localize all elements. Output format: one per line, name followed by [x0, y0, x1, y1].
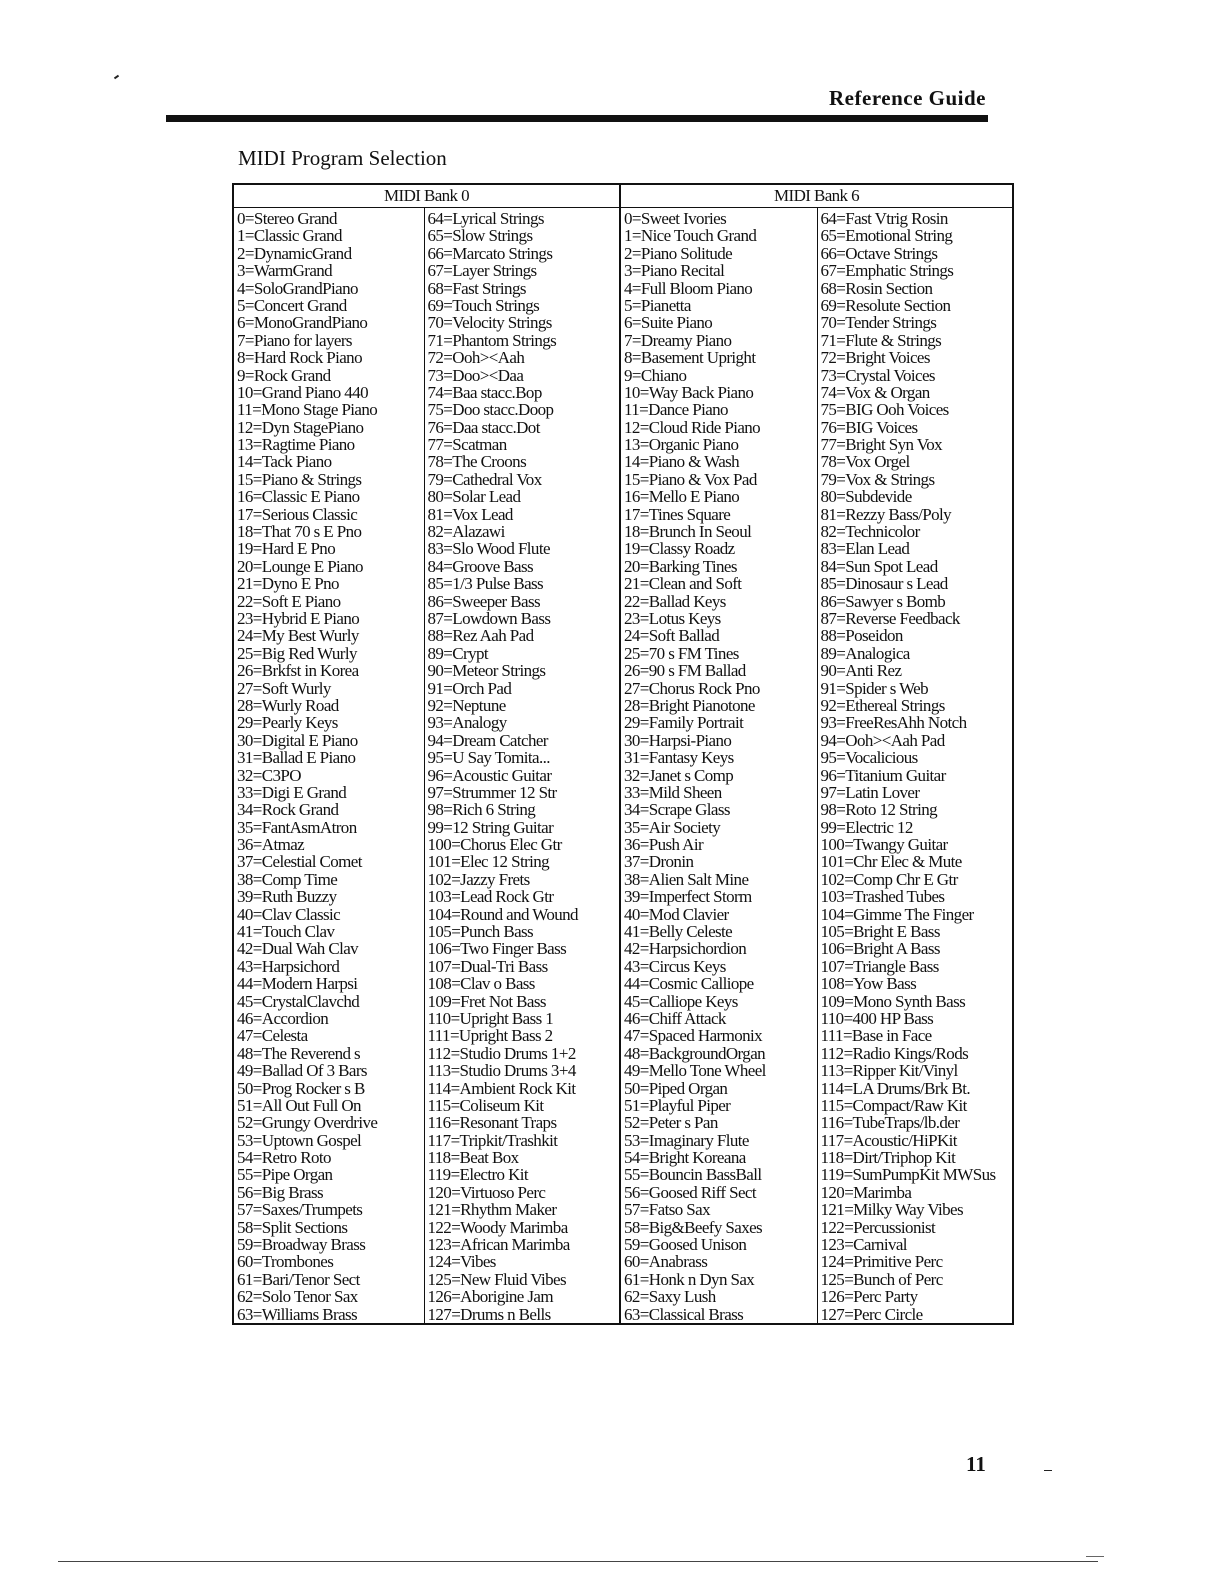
program-entry: 60=Anabrass [624, 1252, 708, 1272]
program-entry: 73=Doo><Daa [427, 365, 524, 385]
program-entry: 102=Comp Chr E Gtr [820, 869, 958, 889]
program-entry: 75=Doo stacc.Doop [427, 400, 554, 420]
program-entry: 40=Mod Clavier [624, 904, 729, 924]
program-entry: 84=Groove Bass [427, 556, 534, 576]
program-entry: 80=Subdevide [820, 487, 912, 507]
program-entry: 72=Bright Voices [820, 348, 930, 368]
program-entry: 76=BIG Voices [820, 417, 918, 437]
program-entry: 62=Saxy Lush [624, 1287, 716, 1307]
program-entry: 114=Ambient Rock Kit [427, 1078, 576, 1098]
program-entry: 53=Uptown Gospel [237, 1130, 362, 1150]
program-entry: 10=Grand Piano 440 [237, 382, 368, 402]
program-entry: 22=Ballad Keys [624, 591, 726, 611]
program-entry: 123=Carnival [820, 1235, 907, 1255]
program-entry: 67=Emphatic Strings [820, 261, 954, 281]
program-entry: 86=Sweeper Bass [427, 591, 540, 611]
program-entry: 85=1/3 Pulse Bass [427, 574, 544, 594]
program-entry: 16=Mello E Piano [624, 487, 740, 507]
bank0-col1 [233, 208, 424, 1325]
program-entry: 70=Velocity Strings [427, 313, 552, 333]
program-entry: 71=Phantom Strings [427, 330, 557, 350]
program-entry: 82=Alazawi [427, 522, 505, 542]
program-entry: 99=12 String Guitar [427, 817, 554, 837]
program-entry: 36=Push Air [624, 835, 704, 855]
program-entry: 16=Classic E Piano [237, 487, 360, 507]
scan-speck [1086, 1556, 1104, 1557]
program-entry: 81=Rezzy Bass/Poly [820, 504, 952, 524]
program-entry: 5=Pianetta [624, 295, 691, 315]
program-entry: 15=Piano & Vox Pad [624, 469, 757, 489]
program-entry: 89=Crypt [427, 643, 489, 663]
program-entry: 26=90 s FM Ballad [624, 661, 746, 681]
program-entry: 28=Bright Pianotone [624, 695, 755, 715]
program-entry: 99=Electric 12 [820, 817, 913, 837]
program-entry: 120=Marimba [820, 1182, 912, 1202]
bank6-header: MIDI Bank 6 [620, 184, 1013, 208]
program-entry: 37=Celestial Comet [237, 852, 362, 872]
program-entry: 113=Ripper Kit/Vinyl [820, 1061, 958, 1081]
program-entry: 96=Acoustic Guitar [427, 765, 552, 785]
program-entry: 77=Bright Syn Vox [820, 435, 943, 455]
program-entry: 61=Honk n Dyn Sax [624, 1269, 755, 1289]
program-entry: 108=Yow Bass [820, 974, 917, 994]
program-entry: 124=Primitive Perc [820, 1252, 943, 1272]
program-entry: 4=SoloGrandPiano [237, 278, 358, 298]
scan-speck [1044, 1470, 1052, 1471]
program-entry: 60=Trombones [237, 1252, 334, 1272]
scan-speck [114, 75, 119, 80]
program-entry: 83=Slo Wood Flute [427, 539, 550, 559]
program-entry: 23=Hybrid E Piano [237, 608, 360, 628]
program-entry: 7=Piano for layers [237, 330, 352, 350]
program-entry: 22=Soft E Piano [237, 591, 341, 611]
program-entry: 52=Grungy Overdrive [237, 1113, 378, 1133]
program-entry: 54=Retro Roto [237, 1148, 331, 1168]
program-entry: 107=Triangle Bass [820, 956, 939, 976]
program-entry: 64=Lyrical Strings [427, 209, 544, 228]
program-entry: 118=Beat Box [427, 1148, 519, 1168]
program-entry: 71=Flute & Strings [820, 330, 942, 350]
program-entry: 21=Dyno E Pno [237, 574, 339, 594]
program-entry: 78=Vox Orgel [820, 452, 910, 472]
program-entry: 93=FreeResAhh Notch [820, 713, 967, 733]
program-entry: 2=DynamicGrand [237, 243, 352, 263]
footer-rule [58, 1561, 1098, 1562]
program-entry: 58=Big&Beefy Saxes [624, 1217, 763, 1237]
program-entry: 44=Modern Harpsi [237, 974, 358, 994]
midi-program-table [232, 183, 1014, 1325]
program-entry: 38=Comp Time [237, 869, 338, 889]
program-entry: 72=Ooh><Aah [427, 348, 525, 368]
program-entry: 52=Peter s Pan [624, 1113, 718, 1133]
program-entry: 7=Dreamy Piano [624, 330, 732, 350]
program-entry: 87=Reverse Feedback [820, 608, 960, 628]
program-entry: 50=Prog Rocker s B [237, 1078, 365, 1098]
program-entry: 102=Jazzy Frets [427, 869, 530, 889]
program-entry: 126=Perc Party [820, 1287, 918, 1307]
program-entry: 1=Classic Grand [237, 226, 342, 246]
program-entry: 8=Hard Rock Piano [237, 348, 362, 368]
program-entry: 18=Brunch In Seoul [624, 522, 752, 542]
program-entry: 91=Spider s Web [820, 678, 929, 698]
page-header-title: Reference Guide [829, 86, 986, 110]
program-entry: 27=Soft Wurly [237, 678, 331, 698]
program-entry: 105=Punch Bass [427, 922, 534, 942]
program-entry: 90=Meteor Strings [427, 661, 546, 681]
program-entry: 0=Stereo Grand [237, 209, 337, 228]
program-entry: 21=Clean and Soft [624, 574, 742, 594]
program-entry: 12=Dyn StagePiano [237, 417, 364, 437]
program-entry: 86=Sawyer s Bomb [820, 591, 946, 611]
header-rule [166, 115, 988, 122]
program-entry: 23=Lotus Keys [624, 608, 721, 628]
program-entry: 13=Organic Piano [624, 435, 739, 455]
program-entry: 125=New Fluid Vibes [427, 1269, 567, 1289]
program-entry: 39=Imperfect Storm [624, 887, 752, 907]
program-entry: 20=Lounge E Piano [237, 556, 363, 576]
program-entry: 55=Pipe Organ [237, 1165, 333, 1185]
program-entry: 66=Octave Strings [820, 243, 938, 263]
program-entry: 112=Studio Drums 1+2 [427, 1043, 576, 1063]
program-entry: 87=Lowdown Bass [427, 608, 551, 628]
program-entry: 65=Emotional String [820, 226, 953, 246]
program-entry: 55=Bouncin BassBall [624, 1165, 762, 1185]
program-entry: 90=Anti Rez [820, 661, 902, 681]
program-entry: 25=70 s FM Tines [624, 643, 739, 663]
program-entry: 45=Calliope Keys [624, 991, 738, 1011]
program-entry: 81=Vox Lead [427, 504, 513, 524]
program-entry: 46=Accordion [237, 1008, 329, 1028]
program-entry: 14=Piano & Wash [624, 452, 740, 472]
program-entry: 10=Way Back Piano [624, 382, 754, 402]
program-entry: 69=Resolute Section [820, 295, 951, 315]
program-entry: 91=Orch Pad [427, 678, 512, 698]
program-entry: 2=Piano Solitude [624, 243, 733, 263]
program-entry: 74=Baa stacc.Bop [427, 382, 542, 402]
program-entry: 73=Crystal Voices [820, 365, 935, 385]
program-entry: 92=Neptune [427, 695, 506, 715]
program-entry: 14=Tack Piano [237, 452, 332, 472]
program-entry: 33=Mild Sheen [624, 782, 722, 802]
program-entry: 48=The Reverend s [237, 1043, 361, 1063]
program-entry: 32=Janet s Comp [624, 765, 734, 785]
program-entry: 49=Ballad Of 3 Bars [237, 1061, 367, 1081]
program-entry: 116=TubeTraps/lb.der [820, 1113, 960, 1133]
program-entry: 126=Aborigine Jam [427, 1287, 553, 1307]
program-entry: 85=Dinosaur s Lead [820, 574, 948, 594]
program-entry: 104=Gimme The Finger [820, 904, 974, 924]
bank6-col1 [620, 208, 817, 1325]
program-entry: 49=Mello Tone Wheel [624, 1061, 766, 1081]
program-entry: 76=Daa stacc.Dot [427, 417, 540, 437]
program-entry: 4=Full Bloom Piano [624, 278, 753, 298]
program-entry: 101=Chr Elec & Mute [820, 852, 962, 872]
program-entry: 94=Dream Catcher [427, 730, 548, 750]
program-entry: 57=Fatso Sax [624, 1200, 710, 1220]
program-entry: 95=U Say Tomita... [427, 748, 550, 768]
program-entry: 37=Dronin [624, 852, 694, 872]
program-entry: 34=Scrape Glass [624, 800, 730, 820]
bank0-header: MIDI Bank 0 [233, 184, 620, 208]
program-entry: 46=Chiff Attack [624, 1008, 726, 1028]
program-entry: 121=Milky Way Vibes [820, 1200, 964, 1220]
bank-header-row [233, 184, 1013, 208]
program-entry: 15=Piano & Strings [237, 469, 362, 489]
program-entry: 35=FantAsmAtron [237, 817, 357, 837]
program-entry: 20=Barking Tines [624, 556, 737, 576]
program-entry: 119=SumPumpKit MWSus [820, 1165, 996, 1185]
program-entry: 97=Latin Lover [820, 782, 920, 802]
program-entry: 62=Solo Tenor Sax [237, 1287, 358, 1307]
program-entry: 114=LA Drums/Brk Bt. [820, 1078, 970, 1098]
program-entry: 88=Poseidon [820, 626, 903, 646]
program-entry: 112=Radio Kings/Rods [820, 1043, 969, 1063]
program-entry: 29=Family Portrait [624, 713, 744, 733]
program-entry: 34=Rock Grand [237, 800, 339, 820]
program-entry: 127=Perc Circle [820, 1304, 923, 1324]
program-entry: 24=Soft Ballad [624, 626, 720, 646]
program-entry: 57=Saxes/Trumpets [237, 1200, 363, 1220]
program-entry: 35=Air Society [624, 817, 721, 837]
program-entry: 39=Ruth Buzzy [237, 887, 337, 907]
program-entry: 11=Mono Stage Piano [237, 400, 378, 420]
program-entry: 104=Round and Wound [427, 904, 578, 924]
program-entry: 64=Fast Vtrig Rosin [820, 209, 948, 228]
program-entry: 92=Ethereal Strings [820, 695, 945, 715]
program-entry: 127=Drums n Bells [427, 1304, 551, 1324]
program-entry: 96=Titanium Guitar [820, 765, 946, 785]
program-entry: 25=Big Red Wurly [237, 643, 357, 663]
program-entry: 19=Hard E Pno [237, 539, 336, 559]
program-entry: 93=Analogy [427, 713, 507, 733]
program-entry: 107=Dual-Tri Bass [427, 956, 548, 976]
program-entry: 109=Mono Synth Bass [820, 991, 966, 1011]
program-entry: 74=Vox & Organ [820, 382, 930, 402]
program-entry: 103=Trashed Tubes [820, 887, 945, 907]
program-entry: 119=Electro Kit [427, 1165, 529, 1185]
program-entry: 94=Ooh><Aah Pad [820, 730, 945, 750]
program-entry: 68=Fast Strings [427, 278, 526, 298]
program-entry: 67=Layer Strings [427, 261, 537, 281]
bank6-col2 [817, 208, 1013, 1325]
program-entry: 6=MonoGrandPiano [237, 313, 368, 333]
program-entry: 109=Fret Not Bass [427, 991, 546, 1011]
program-entry: 38=Alien Salt Mine [624, 869, 749, 889]
program-entry: 56=Big Brass [237, 1182, 323, 1202]
program-entry: 45=CrystalClavchd [237, 991, 360, 1011]
program-entry: 89=Analogica [820, 643, 910, 663]
bank0-col2 [424, 208, 620, 1325]
program-entry: 124=Vibes [427, 1252, 496, 1272]
program-entry: 47=Celesta [237, 1026, 308, 1046]
section-title: MIDI Program Selection [238, 146, 447, 170]
program-entry: 43=Harpsichord [237, 956, 340, 976]
program-entry: 70=Tender Strings [820, 313, 937, 333]
program-entry: 27=Chorus Rock Pno [624, 678, 760, 698]
program-entry: 121=Rhythm Maker [427, 1200, 557, 1220]
program-entry: 100=Twangy Guitar [820, 835, 948, 855]
program-entry: 9=Rock Grand [237, 365, 331, 385]
program-entry: 116=Resonant Traps [427, 1113, 557, 1133]
program-entry: 115=Coliseum Kit [427, 1095, 544, 1115]
program-entry: 97=Strummer 12 Str [427, 782, 557, 802]
program-entry: 110=400 HP Bass [820, 1008, 934, 1028]
program-entry: 59=Broadway Brass [237, 1235, 366, 1255]
program-entry: 111=Upright Bass 2 [427, 1026, 553, 1046]
program-entry: 33=Digi E Grand [237, 782, 347, 802]
program-entry: 111=Base in Face [820, 1026, 932, 1046]
program-entry: 26=Brkfst in Korea [237, 661, 359, 681]
program-entry: 117=Tripkit/Trashkit [427, 1130, 558, 1150]
program-entry: 106=Bright A Bass [820, 939, 940, 959]
program-entry: 9=Chiano [624, 365, 687, 385]
program-entry: 42=Dual Wah Clav [237, 939, 359, 959]
program-entry: 29=Pearly Keys [237, 713, 338, 733]
program-entry: 75=BIG Ooh Voices [820, 400, 949, 420]
program-entry: 117=Acoustic/HiPKit [820, 1130, 957, 1150]
program-entry: 6=Suite Piano [624, 313, 713, 333]
program-entry: 51=All Out Full On [237, 1095, 361, 1115]
program-entry: 3=Piano Recital [624, 261, 725, 281]
program-entry: 44=Cosmic Calliope [624, 974, 754, 994]
program-entry: 53=Imaginary Flute [624, 1130, 749, 1150]
program-entry: 18=That 70 s E Pno [237, 522, 362, 542]
program-entry: 106=Two Finger Bass [427, 939, 567, 959]
program-entry: 47=Spaced Harmonix [624, 1026, 763, 1046]
program-entry: 40=Clav Classic [237, 904, 341, 924]
program-entry: 108=Clav o Bass [427, 974, 535, 994]
program-entry: 43=Circus Keys [624, 956, 726, 976]
program-entry: 31=Fantasy Keys [624, 748, 734, 768]
program-entry: 17=Tines Square [624, 504, 731, 524]
program-entry: 30=Digital E Piano [237, 730, 358, 750]
program-entry: 8=Basement Upright [624, 348, 756, 368]
program-entry: 103=Lead Rock Gtr [427, 887, 554, 907]
program-entry: 105=Bright E Bass [820, 922, 940, 942]
program-entry: 19=Classy Roadz [624, 539, 735, 559]
program-entry: 125=Bunch of Perc [820, 1269, 943, 1289]
program-entry: 110=Upright Bass 1 [427, 1008, 554, 1028]
program-entry: 0=Sweet Ivories [624, 209, 727, 228]
program-entry: 50=Piped Organ [624, 1078, 728, 1098]
program-entry: 115=Compact/Raw Kit [820, 1095, 967, 1115]
program-entry: 69=Touch Strings [427, 295, 540, 315]
program-entry: 100=Chorus Elec Gtr [427, 835, 562, 855]
program-entry: 82=Technicolor [820, 522, 920, 542]
program-list-row [233, 208, 1013, 1325]
program-entry: 78=The Croons [427, 452, 527, 472]
program-entry: 56=Goosed Riff Sect [624, 1182, 756, 1202]
program-entry: 28=Wurly Road [237, 695, 339, 715]
program-entry: 122=Woody Marimba [427, 1217, 568, 1237]
program-entry: 31=Ballad E Piano [237, 748, 356, 768]
program-entry: 61=Bari/Tenor Sect [237, 1269, 360, 1289]
program-entry: 30=Harpsi-Piano [624, 730, 732, 750]
program-entry: 122=Percussionist [820, 1217, 936, 1237]
program-entry: 54=Bright Koreana [624, 1148, 746, 1168]
program-entry: 88=Rez Aah Pad [427, 626, 534, 646]
program-entry: 63=Williams Brass [237, 1304, 358, 1324]
program-entry: 13=Ragtime Piano [237, 435, 355, 455]
program-entry: 120=Virtuoso Perc [427, 1182, 546, 1202]
program-entry: 95=Vocalicious [820, 748, 918, 768]
program-entry: 32=C3PO [237, 765, 301, 785]
program-entry: 98=Rich 6 String [427, 800, 536, 820]
program-entry: 113=Studio Drums 3+4 [427, 1061, 576, 1081]
program-entry: 123=African Marimba [427, 1235, 570, 1255]
program-entry: 118=Dirt/Triphop Kit [820, 1148, 956, 1168]
program-entry: 41=Belly Celeste [624, 922, 733, 942]
program-entry: 3=WarmGrand [237, 261, 333, 281]
program-entry: 12=Cloud Ride Piano [624, 417, 761, 437]
program-entry: 83=Elan Lead [820, 539, 910, 559]
program-entry: 5=Concert Grand [237, 295, 347, 315]
program-entry: 17=Serious Classic [237, 504, 358, 524]
program-entry: 65=Slow Strings [427, 226, 533, 246]
program-entry: 84=Sun Spot Lead [820, 556, 938, 576]
program-entry: 11=Dance Piano [624, 400, 728, 420]
program-entry: 59=Goosed Unison [624, 1235, 747, 1255]
program-entry: 24=My Best Wurly [237, 626, 359, 646]
program-entry: 42=Harpsichordion [624, 939, 747, 959]
program-entry: 79=Cathedral Vox [427, 469, 542, 489]
page-number: 11 [966, 1452, 986, 1476]
program-entry: 58=Split Sections [237, 1217, 348, 1237]
program-entry: 80=Solar Lead [427, 487, 521, 507]
program-entry: 98=Roto 12 String [820, 800, 938, 820]
program-entry: 48=BackgroundOrgan [624, 1043, 766, 1063]
program-entry: 51=Playful Piper [624, 1095, 731, 1115]
program-entry: 1=Nice Touch Grand [624, 226, 757, 246]
program-entry: 101=Elec 12 String [427, 852, 550, 872]
program-entry: 66=Marcato Strings [427, 243, 553, 263]
program-entry: 36=Atmaz [237, 835, 305, 855]
program-entry: 77=Scatman [427, 435, 507, 455]
program-entry: 79=Vox & Strings [820, 469, 935, 489]
program-entry: 63=Classical Brass [624, 1304, 744, 1324]
program-entry: 68=Rosin Section [820, 278, 933, 298]
program-entry: 41=Touch Clav [237, 922, 335, 942]
